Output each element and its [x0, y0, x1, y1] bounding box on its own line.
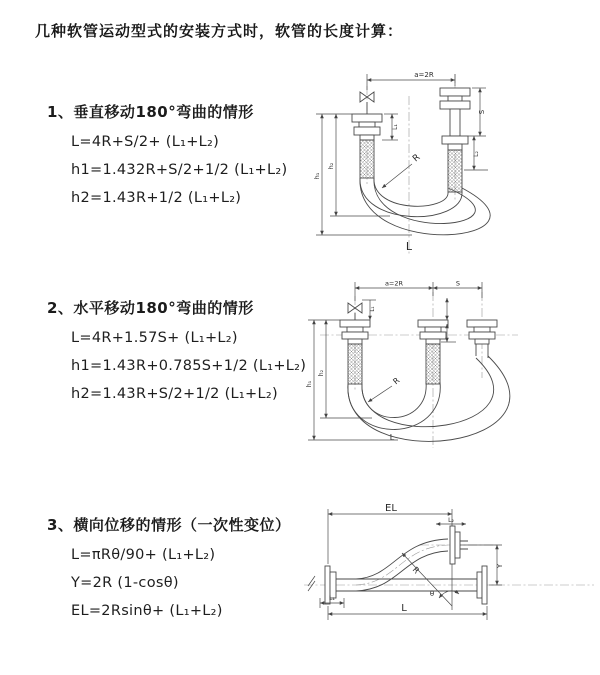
formula-y: Y=2R (1-cosθ): [71, 575, 179, 591]
section-lateral-displacement: [47, 514, 322, 625]
dim-span-label: a=2R: [414, 71, 434, 79]
page-title: 几种软管运动型式的安装方式时，软管的长度计算：: [35, 22, 404, 40]
braided-hose-section: [448, 150, 462, 192]
radius-label: R: [410, 565, 421, 576]
dim-s-label: S: [455, 279, 461, 288]
length-label: L: [401, 603, 407, 614]
dim-l2-label: L₂: [473, 151, 480, 157]
section-2-heading: 2、水平移动180°弯曲的情形: [47, 299, 254, 317]
dimension-lines: [308, 279, 482, 440]
formula-h2: h2=1.43R+S/2+1/2 (L₁+L₂): [71, 386, 278, 402]
diagram-vertical-180-bend: [312, 66, 592, 258]
diagram-lateral-displacement-svg: [298, 502, 598, 642]
dim-h1-label: h₁: [306, 380, 313, 388]
radius-label: R: [411, 152, 423, 165]
formula-h1: h1=1.432R+S/2+1/2 (L₁+L₂): [71, 162, 288, 178]
hose-curves: [360, 178, 490, 235]
dim-h2-label: h₂: [327, 162, 335, 170]
formula-h1: h1=1.43R+0.785S+1/2 (L₁+L₂): [71, 358, 307, 374]
dim-el-label: EL: [385, 503, 397, 514]
pipe-break-mark: [308, 576, 315, 591]
braided-hose-section: [348, 344, 362, 384]
dim-h2-label: h₂: [318, 369, 325, 377]
formula-h2: h2=1.43R+1/2 (L₁+L₂): [71, 190, 242, 206]
left-fitting: [352, 114, 382, 178]
diagram-horizontal-180-bend: [306, 278, 598, 454]
braided-hose-section: [360, 140, 374, 178]
section-vertical-movement: [47, 101, 322, 212]
diagram-horizontal-180-bend-svg: [306, 278, 598, 454]
dim-l1-label: L₁: [329, 595, 335, 602]
formula-length: L=πRθ/90+ (L₁+L₂): [71, 547, 216, 563]
dim-h1-label: h₁: [313, 172, 321, 180]
radius-label: R: [391, 375, 402, 387]
left-fitting: [340, 320, 370, 384]
dim-y-label: Y: [496, 563, 504, 569]
diagram-vertical-180-bend-svg: [312, 66, 592, 258]
section-1-heading: 1、垂直移动180°弯曲的情形: [47, 103, 254, 121]
lower-right-flange: [477, 566, 487, 604]
diagram-lateral-displacement: [298, 502, 598, 642]
braided-hose-section: [426, 344, 440, 384]
length-label: L: [389, 433, 395, 442]
dim-l1-label: L₁: [392, 124, 399, 130]
middle-fitting: [418, 320, 448, 384]
formula-length: L=4R+S/2+ (L₁+L₂): [71, 134, 220, 150]
formula-el: EL=2Rsinθ+ (L₁+L₂): [71, 603, 223, 619]
valve-icon: [360, 92, 374, 114]
dim-span-label: a=2R: [384, 279, 404, 288]
dim-l2-label: L₂: [448, 517, 454, 524]
right-fitting: [440, 88, 470, 192]
theta-label: θ: [429, 590, 435, 598]
length-label: L: [405, 240, 413, 253]
section-3-heading: 3、横向位移的情形（一次性变位）: [47, 516, 291, 534]
dim-l1-label: L₁: [370, 306, 376, 312]
formula-length: L=4R+1.57S+ (L₁+L₂): [71, 330, 238, 346]
dim-s-label: S: [478, 109, 486, 115]
valve-icon: [348, 303, 362, 320]
section-horizontal-movement: [47, 297, 322, 408]
